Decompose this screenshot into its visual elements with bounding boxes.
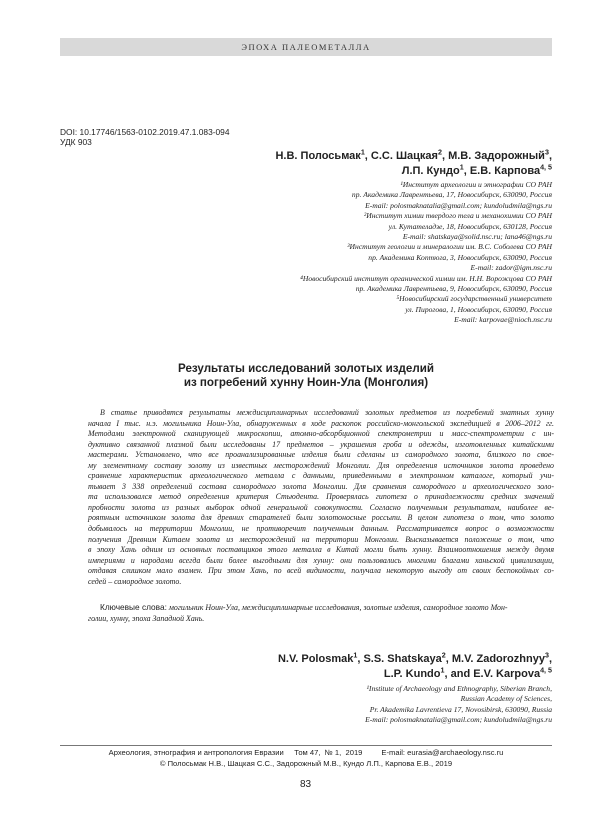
abstract-line: отдавая слишком мало взамен. При этом Хань, по всей видимости, получала некоторую выгоду от своих беспокойных со-	[88, 566, 554, 576]
author-name: М.В. Задорожный	[448, 150, 545, 162]
author-name: M.V. Zadorozhnyy	[451, 653, 545, 665]
author-sup: 3	[544, 651, 549, 660]
affiliation-line: ул. Пирогова, 1, Новосибирск, 630090, Россия	[405, 304, 552, 314]
abstract-line: тывает 3 338 определений состава самородного золота Монголии. Для сравнения самородного и археологического золо-	[88, 481, 554, 491]
abstract-line: седей – самородное золото.	[88, 576, 182, 586]
author-name: Е.В. Карпова	[469, 165, 541, 177]
abstract-line: мастерами. Установлено, что все проанализированные изделия были сделаны из самородного золота, близкого по свое-	[88, 450, 554, 460]
abstract-line: получения Древним Китаем золота из месторождений на территории Монголии. Высказывается положение о том, что	[88, 534, 554, 544]
author-name: S.S. Shatskaya	[363, 653, 442, 665]
section-header	[60, 38, 552, 56]
keywords-label: Ключевые слова:	[100, 602, 167, 612]
affiliations-ru	[132, 180, 552, 326]
affiliation-line: ул. Кутателадзе, 18, Новосибирск, 630128, Россия	[388, 221, 552, 231]
footer-year: 2019	[345, 748, 363, 757]
keywords	[88, 602, 554, 624]
affiliation-email[interactable]: E-mail: shatskaya@solid.nsc.ru; lana46@ngs.ru	[402, 232, 552, 242]
doi[interactable]: DOI: 10.17746/1563-0102.2019.47.1.083-094	[60, 127, 230, 137]
authors-ru-line1: Н.В. Полосьмак$^1$, С.С. Шацкая$^2$, М.В. Задорожный$^3$,	[275, 148, 552, 162]
affiliation-line: ⁴Новосибирский институт органической химии им. Н.Н. Ворожцова СО РАН	[300, 273, 552, 283]
author-name: L.P. Kundo	[383, 668, 441, 680]
affiliation-email[interactable]: E-mail: zador@igm.nsc.ru	[470, 263, 552, 273]
authors-ru-line2: Л.П. Кундо$^1$, Е.В. Карпова$^{4, 5}$	[401, 163, 552, 177]
abstract-line: му элементному составу золоту из известных месторождений Монголии. Для определения источников золота проведено	[88, 460, 554, 470]
affiliation-line: Russian Academy of Sciences,	[460, 694, 552, 704]
title-line: из погребений хунну Ноин-Ула (Монголия)	[183, 376, 429, 389]
author-sup: 2	[437, 148, 442, 157]
abstract-line: дуктивно связанной плазмой были исследованы 17 предметов – украшения гроба и одежды, изготовленных китайскими	[88, 439, 554, 449]
author-name: Н.В. Полосьмак	[275, 150, 361, 162]
author-sup: 2	[441, 651, 446, 660]
abstract-line: та использовался метод определения критерия Стьюдента. Проверялась гипотеза о принадлежности средних значений	[88, 492, 554, 502]
affiliation-line: ¹Институт археологии и этнографии СО РАН	[400, 180, 552, 189]
affiliation-email[interactable]: E-mail: polosmaknatalia@gmail.com; kundoludmila@ngs.ru	[365, 715, 552, 725]
footer-issue: № 1,	[324, 748, 342, 757]
footer-email[interactable]: E-mail: eurasia@archaeology.nsc.ru	[381, 748, 504, 757]
author-name: and E.V. Karpova	[450, 668, 541, 680]
abstract	[88, 408, 554, 587]
abstract-line: в эпоху Хань одним из основных поставщиков этого металла в Китай могли быть хунну. Взаимоотношения между двумя	[88, 545, 554, 555]
affiliations-en	[132, 684, 552, 726]
abstract-line: Методами электронной сканирующей микроскопии, атомно-абсорбционной спектрометрии и масс-спектрометрии с ин-	[88, 429, 554, 439]
authors-en-line1: N.V. Polosmak$^1$, S.S. Shatskaya$^2$, M.V. Zadorozhnyy$^3$,	[277, 651, 552, 665]
udc: УДК 903	[60, 137, 92, 147]
author-name: С.С. Шацкая	[370, 150, 438, 162]
affiliation-email[interactable]: E-mail: polosmaknatalia@gmail.com; kundoludmila@ngs.ru	[365, 200, 552, 210]
page-number: 83	[299, 779, 312, 790]
affiliation-line: ⁵Новосибирский государственный университет	[396, 294, 552, 304]
affiliation-line: ³Институт геологии и минералогии им. В.С. Соболева СО РАН	[347, 242, 552, 252]
author-sup: 1	[459, 163, 464, 172]
author-sup: 4, 5	[540, 163, 552, 172]
footer-journal: Археология, этнография и антропология Евразии	[108, 748, 284, 757]
abstract-line: добывалось на территории Монголии, не противоречит полученным данным. Рассматривается вопрос о возможности	[88, 524, 554, 534]
section-header-text: ЭПОХА ПАЛЕОМЕТАЛЛА	[241, 42, 371, 52]
affiliation-line: ¹Institute of Archaeology and Ethnography, Siberian Branch,	[366, 684, 552, 693]
footer-copyright: © Полосьмак Н.В., Шацкая С.С., Задорожный М.В., Кундо Л.П., Карпова Е.В., 2019	[159, 758, 453, 768]
footer-volume: Том 47,	[294, 748, 321, 757]
affiliation-line: пр. Академика Лаврентьева, 17, Новосибирск, 630090, Россия	[351, 190, 552, 200]
affiliation-line: пр. Академика Коптюга, 3, Новосибирск, 630090, Россия	[368, 252, 552, 262]
keywords-text: голии, хунну, эпоха Западной Хань.	[88, 613, 205, 623]
affiliation-line: пр. Академика Лаврентьева, 9, Новосибирск, 630090, Россия	[355, 284, 552, 294]
author-sup: 4, 5	[540, 666, 552, 675]
abstract-line: империями и народами всегда были более выгодными для хунну: они пользовались многими благами ханьской цивилизации,	[88, 555, 554, 565]
abstract-line: начала I тыс. н.э. могильника Ноин-Ула, обнаруженных в ходе раскопок российско-монгольской экспедицией в 2006–2012 гг.	[88, 418, 554, 428]
author-name: Л.П. Кундо	[401, 165, 460, 177]
abstract-line: сравнение характеристик археологического металла с данными, приведенными в электронном каталоге, который учи-	[88, 471, 554, 481]
authors-en-line2: L.P. Kundo$^1$, and E.V. Karpova$^{4, 5}$	[383, 666, 552, 680]
abstract-line: пробности золота из разных выборок одной генеральной совокупности. Согласно полученным результатам, наиболее ве-	[88, 502, 554, 512]
abstract-line: роятным источником золота для древних старателей были золотоносные россыпи. В целом гипотеза о том, что золото	[88, 513, 554, 523]
author-sup: 3	[544, 148, 549, 157]
keywords-text: могильник Ноин-Ула, междисциплинарные исследования, золотые изделия, самородное золото Мон-	[168, 603, 508, 612]
author-sup: 1	[360, 148, 365, 157]
author-name: N.V. Polosmak	[277, 653, 354, 665]
author-sup: 1	[440, 666, 445, 675]
affiliation-line: Pr. Akademika Lavrentieva 17, Novosibirsk, 630090, Russia	[369, 704, 552, 714]
affiliation-line: ²Институт химии твердого тела и механохимии СО РАН	[364, 211, 552, 221]
abstract-line: В статье приводятся результаты междисциплинарных исследований золотых предметов из погребений знатных хунну	[100, 408, 554, 417]
affiliation-email[interactable]: E-mail: karpovae@nioch.nsc.ru	[454, 315, 552, 325]
footer-divider	[60, 745, 552, 746]
title-line: Результаты исследований золотых изделий	[178, 362, 434, 375]
author-sup: 1	[353, 651, 358, 660]
footer	[60, 748, 552, 769]
article-title	[60, 362, 552, 390]
